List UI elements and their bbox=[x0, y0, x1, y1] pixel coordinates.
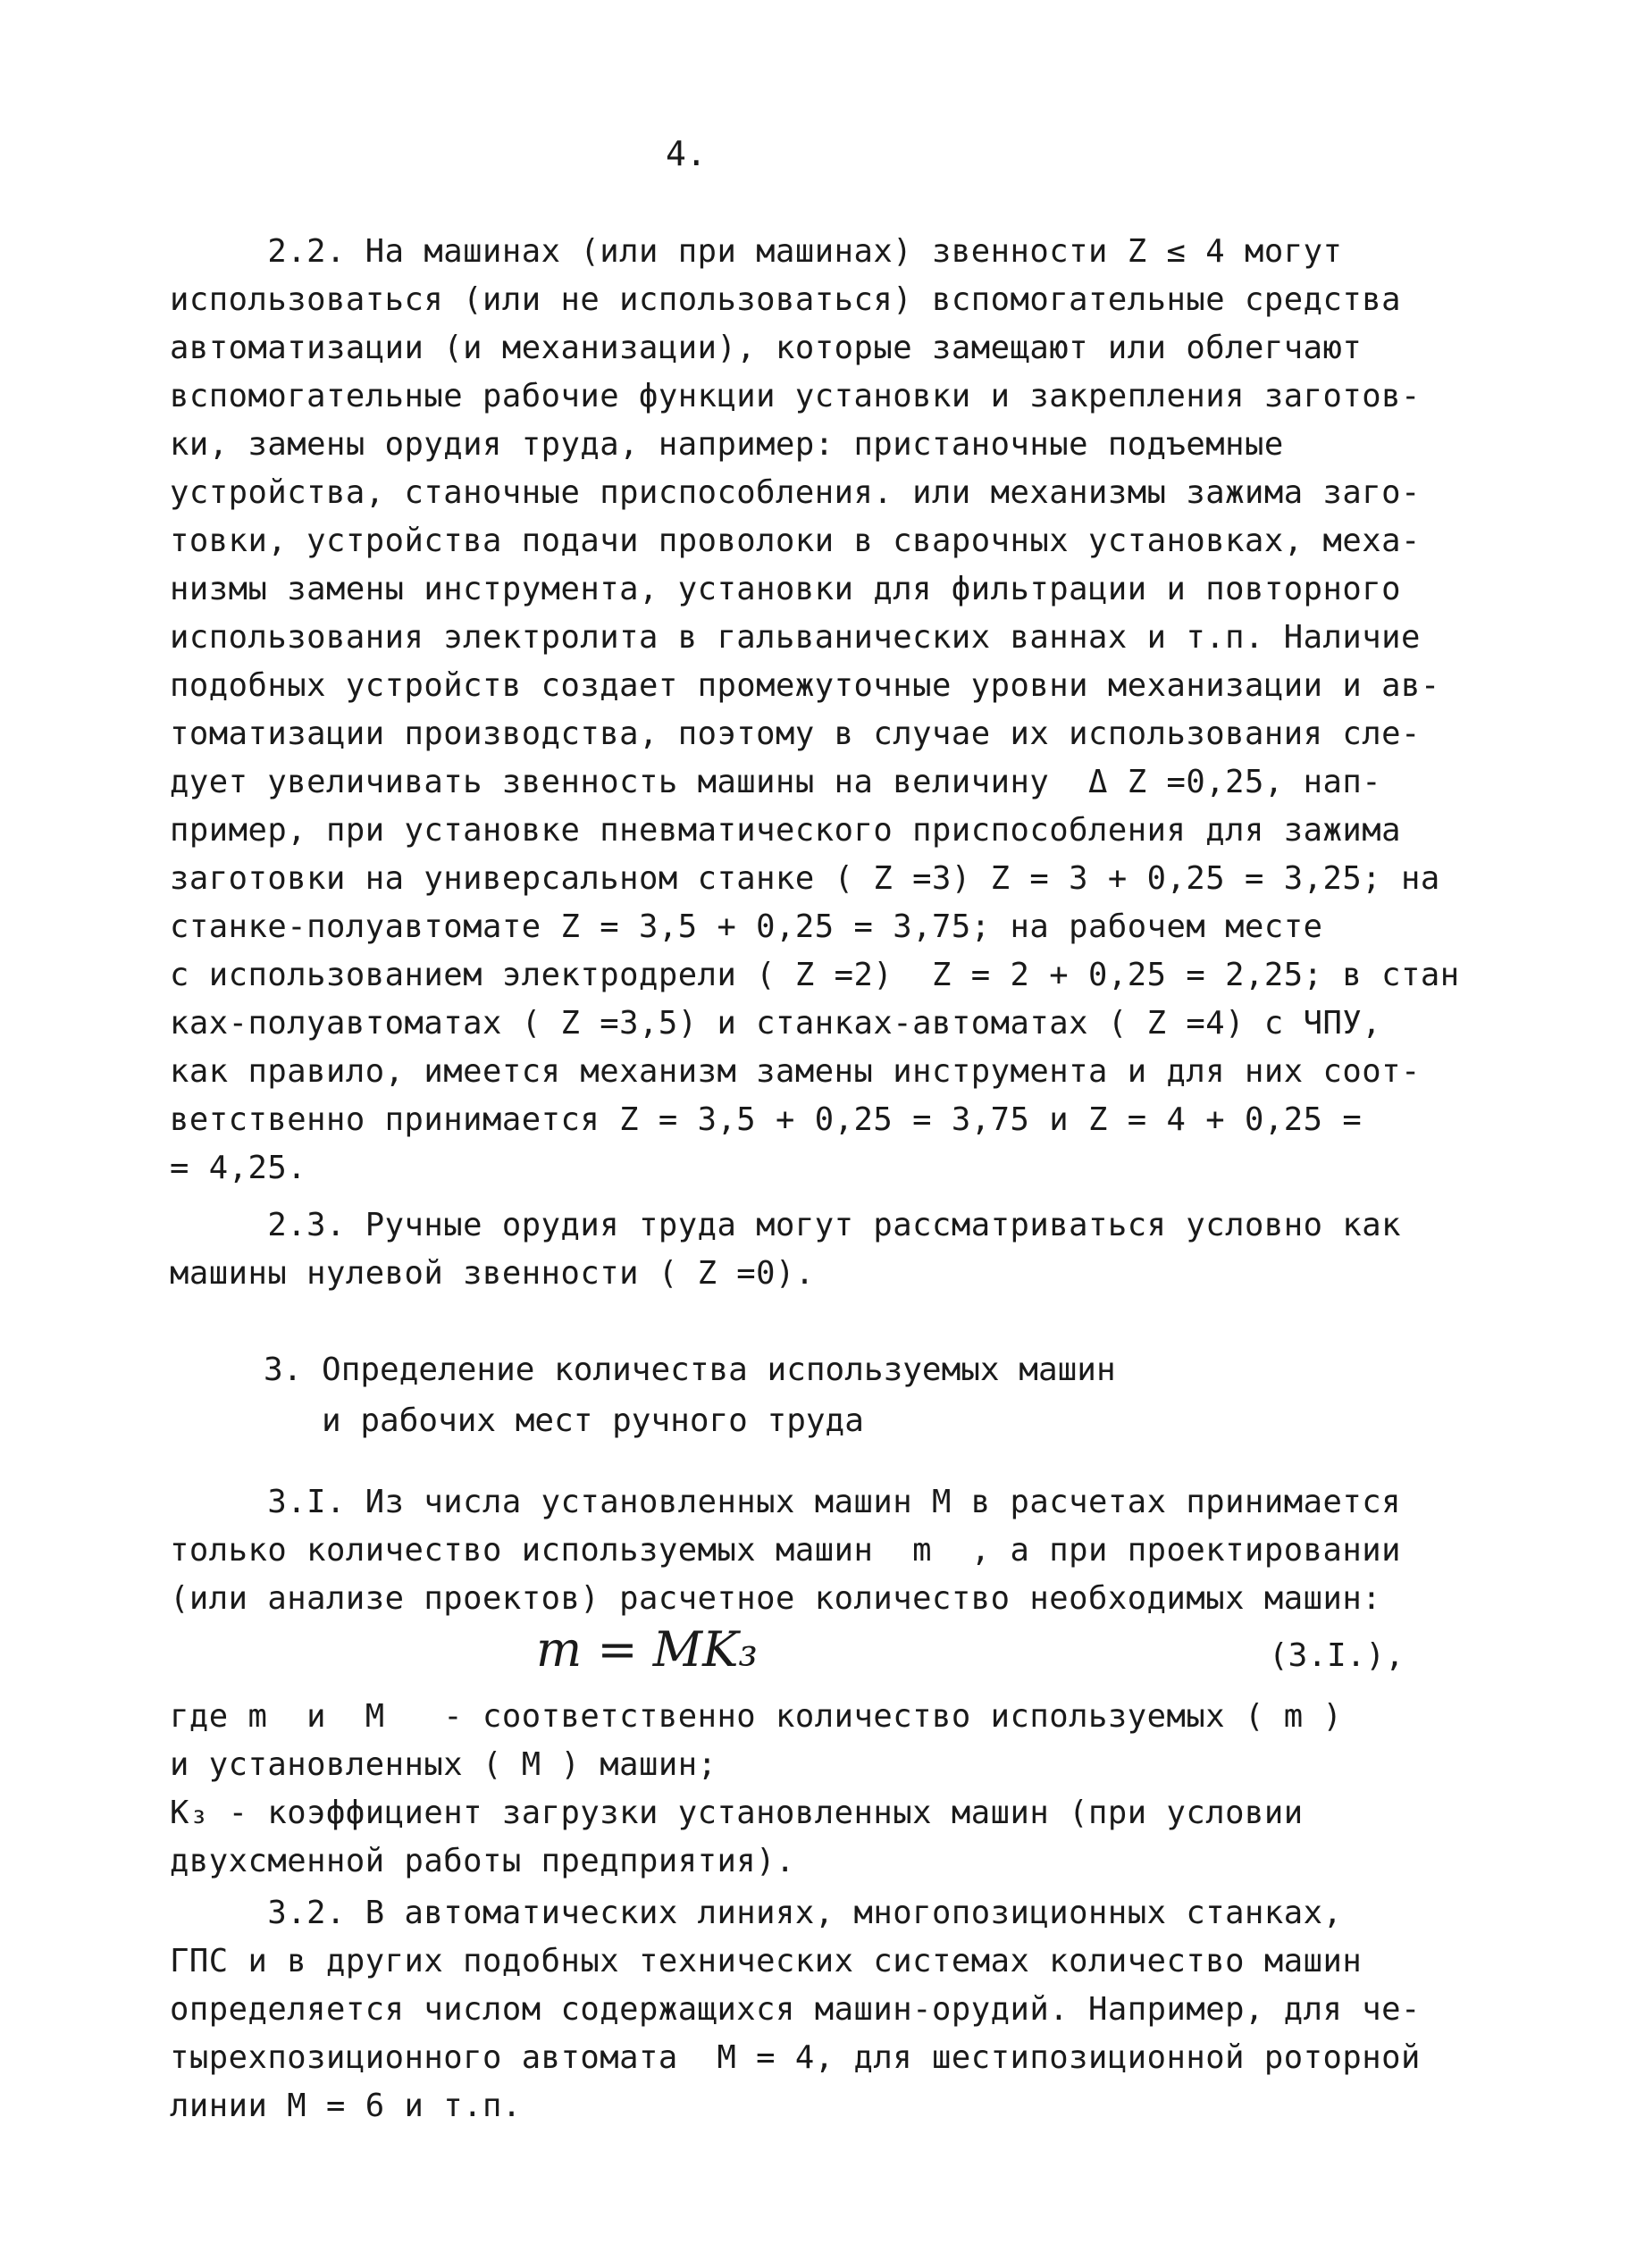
text-line: станке-полуавтомате Z = 3,5 + 0,25 = 3,75; на рабочем месте bbox=[170, 908, 1323, 945]
formula-3-1: m = MK₃ bbox=[536, 1621, 759, 1678]
text-line: двухсменной работы предприятия). bbox=[170, 1843, 795, 1879]
text-line: K₃ - коэффициент загрузки установленных машин (при условии bbox=[170, 1795, 1304, 1831]
text-line: определяется числом содержащихся машин-орудий. Например, для че- bbox=[170, 1991, 1421, 2028]
text-line: ветственно принимается Z = 3,5 + 0,25 = 3,75 и Z = 4 + 0,25 = bbox=[170, 1101, 1363, 1138]
text-line: 2.2. На машинах (или при машинах) звенности Z ≤ 4 могут bbox=[170, 233, 1343, 270]
text-line: подобных устройств создает промежуточные уровни механизации и ав- bbox=[170, 667, 1440, 704]
heading-line: и рабочих мест ручного труда bbox=[264, 1402, 864, 1439]
text-line: использования электролита в гальванических ваннах и т.п. Наличие bbox=[170, 619, 1421, 656]
text-line: 2.3. Ручные орудия труда могут рассматриваться условно как bbox=[170, 1207, 1401, 1243]
text-line: машины нулевой звенности ( Z =0). bbox=[170, 1255, 815, 1292]
text-line: использоваться (или не использоваться) вспомогательные средства bbox=[170, 281, 1401, 318]
text-line: где m и M - соответственно количество используемых ( m ) bbox=[170, 1698, 1343, 1735]
text-line: ках-полуавтоматах ( Z =3,5) и станках-автоматах ( Z =4) с ЧПУ, bbox=[170, 1005, 1382, 1042]
text-line: ки, замены орудия труда, например: пристаночные подъемные bbox=[170, 426, 1284, 463]
text-line: тырехпозиционного автомата M = 4, для шестипозиционной роторной bbox=[170, 2039, 1421, 2076]
section-heading-3 bbox=[264, 1344, 1116, 1446]
text-line: низмы замены инструмента, установки для фильтрации и повторного bbox=[170, 571, 1401, 607]
text-line: ГПС и в других подобных технических системах количество машин bbox=[170, 1943, 1363, 1979]
text-line: только количество используемых машин m , а при проектировании bbox=[170, 1532, 1401, 1569]
heading-line: 3. Определение количества используемых машин bbox=[264, 1352, 1116, 1388]
text-line: товки, устройства подачи проволоки в сварочных установках, меха- bbox=[170, 523, 1421, 559]
text-line: пример, при установке пневматического приспособления для зажима bbox=[170, 812, 1401, 849]
text-line: томатизации производства, поэтому в случае их использования сле- bbox=[170, 716, 1421, 752]
text-line: и установленных ( M ) машин; bbox=[170, 1746, 717, 1783]
text-line: с использованием электродрели ( Z =2) Z = 2 + 0,25 = 2,25; в стан bbox=[170, 957, 1460, 993]
text-line: устройства, станочные приспособления. или механизмы зажима заго- bbox=[170, 474, 1421, 511]
paragraph-2-3 bbox=[170, 1201, 1465, 1298]
text-line: линии M = 6 и т.п. bbox=[170, 2088, 522, 2124]
text-line: 3.I. Из числа установленных машин М в расчетах принимается bbox=[170, 1484, 1401, 1520]
text-line: автоматизации (и механизации), которые замещают или облегчают bbox=[170, 330, 1363, 366]
text-line: вспомогательные рабочие функции установки и закрепления заготов- bbox=[170, 378, 1421, 414]
paragraph-3-2 bbox=[170, 1889, 1465, 2130]
text-line: = 4,25. bbox=[170, 1150, 307, 1186]
paragraph-3-1-intro bbox=[170, 1478, 1465, 1623]
text-line: дует увеличивать звенность машины на величину Δ Z =0,25, нап- bbox=[170, 764, 1382, 800]
text-line: заготовки на универсальном станке ( Z =3) Z = 3 + 0,25 = 3,25; на bbox=[170, 860, 1440, 897]
text-line: 3.2. В автоматических линиях, многопозиционных станках, bbox=[170, 1895, 1343, 1931]
page-number: 4. bbox=[666, 134, 707, 173]
formula-number: (3.I.), bbox=[1269, 1637, 1405, 1674]
text-line: (или анализе проектов) расчетное количество необходимых машин: bbox=[170, 1580, 1382, 1617]
paragraph-3-1-definitions bbox=[170, 1693, 1465, 1886]
text-line: как правило, имеется механизм замены инструмента и для них соот- bbox=[170, 1053, 1421, 1090]
paragraph-2-2 bbox=[170, 228, 1465, 1193]
